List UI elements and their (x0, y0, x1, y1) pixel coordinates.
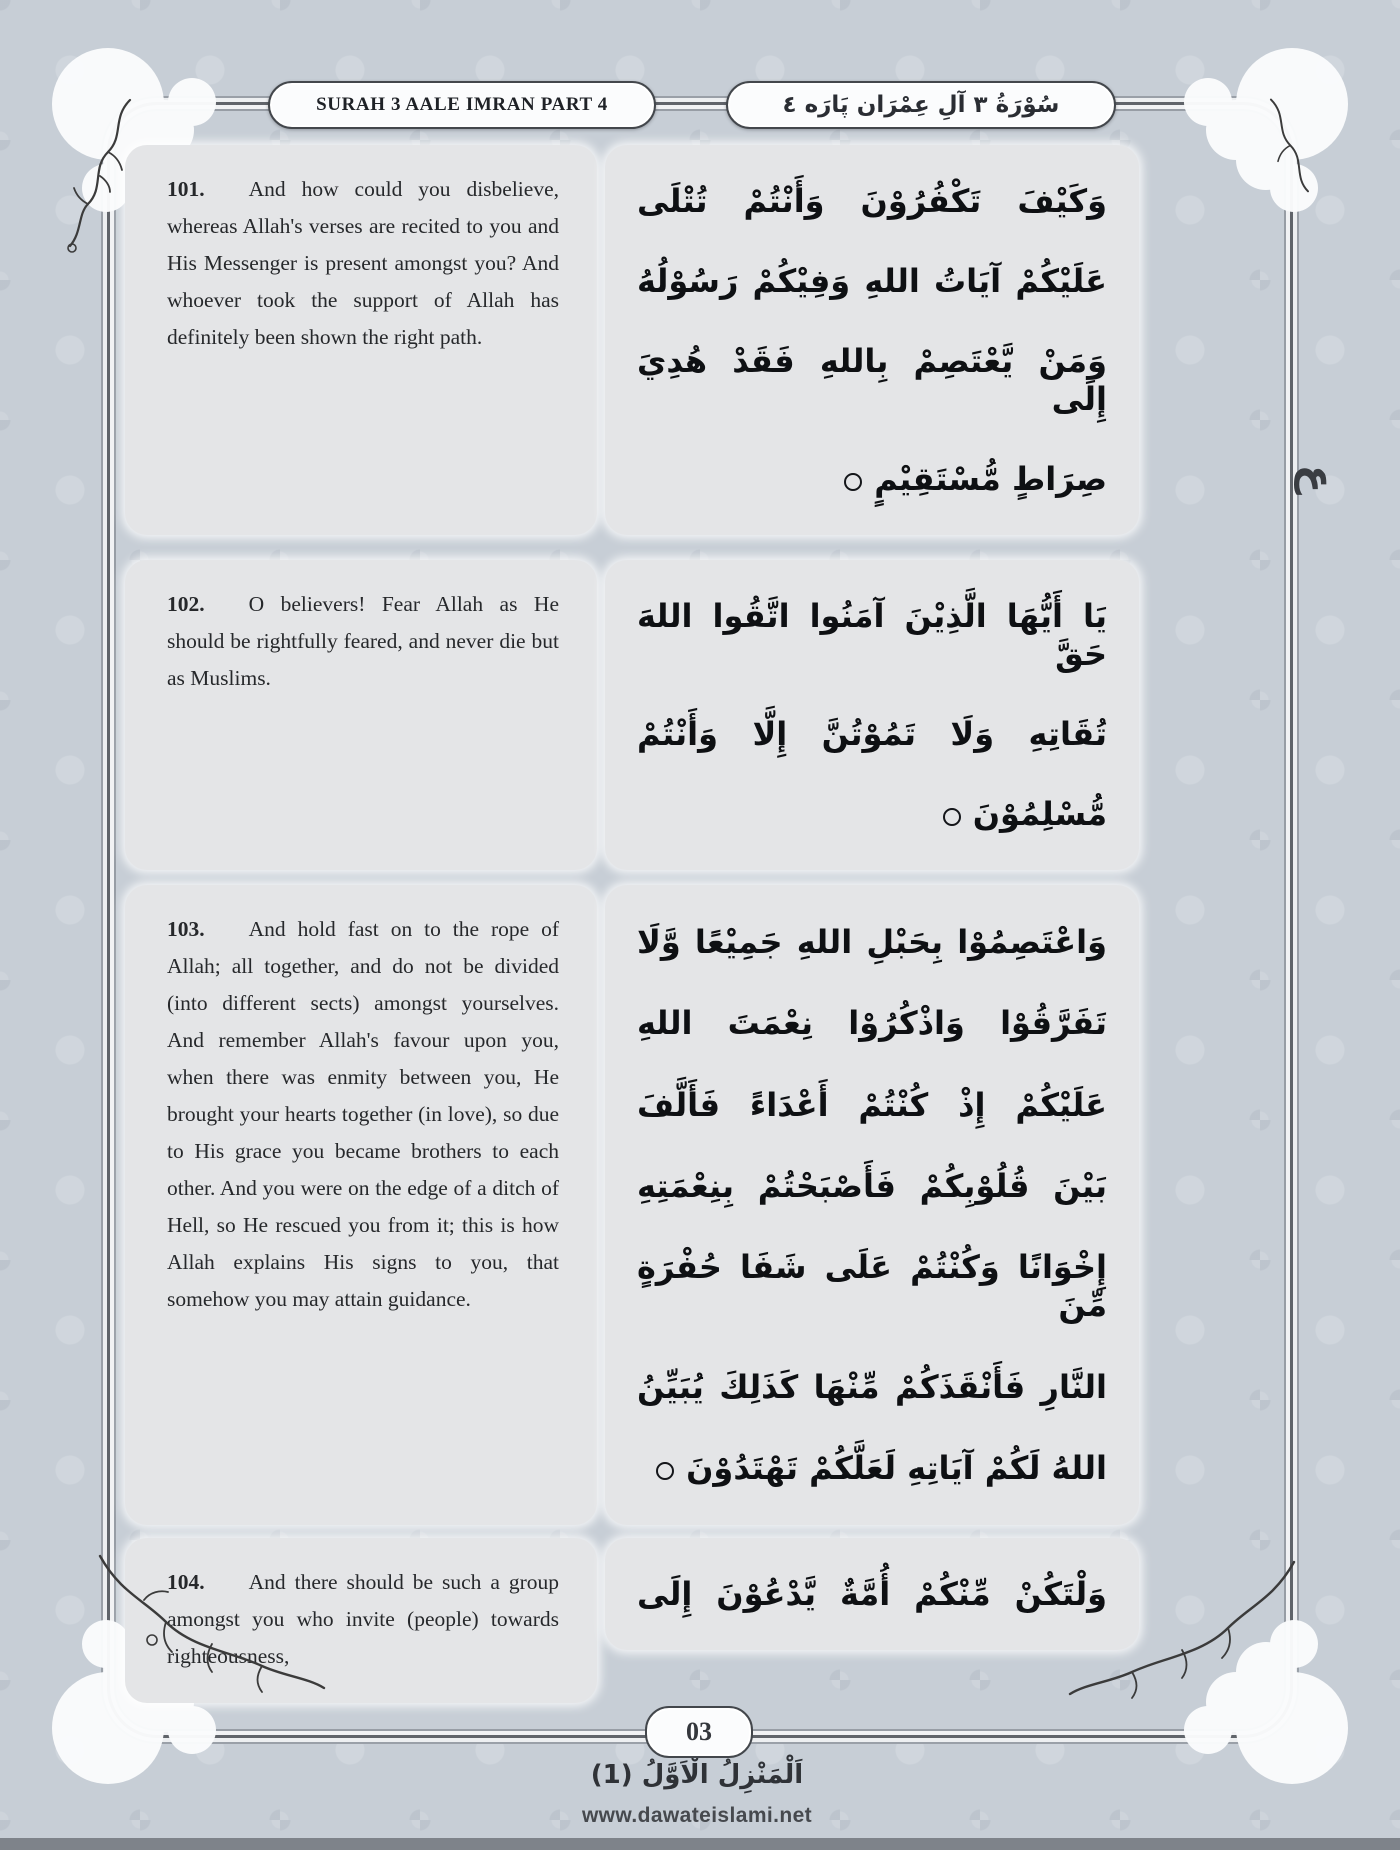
website-url: www.dawateislami.net (581, 1804, 813, 1827)
verse-102-translation-panel (125, 560, 597, 870)
arabic-verse-line: مُّسْلِمُوْنَ (637, 795, 1107, 833)
arabic-verse-line: تُقَاتِهِ وَلَا تَمُوْتُنَّ إِلَّا وَأَنْتُمْ (637, 715, 1107, 753)
verse-101-translation-text: 101. And how could you disbelieve, whereas Allah's verses are recited to you and His Messenger is present amongst you? And whoever took the support of Allah has definitely been shown the right path. (167, 177, 559, 349)
manzil-label: اَلْمَنْزِلُ الْاَوَّلُ (1) (590, 1760, 804, 1790)
surah-title-banner-english (268, 81, 656, 129)
ayah-end-mark (656, 1462, 674, 1480)
arabic-verse-line: وَكَيْفَ تَكْفُرُوْنَ وَأَنْتُمْ تُتْلَى (637, 182, 1107, 220)
branch-flourish-bottom-right (1062, 1554, 1302, 1704)
arabic-verse-line: صِرَاطٍ مُّسْتَقِيْمٍ (637, 460, 1107, 498)
branch-flourish-top-right (1248, 96, 1338, 246)
verse-103-number: 103. (167, 917, 205, 941)
verse-104-number: 104. (167, 1570, 205, 1594)
verse-103-translation-text: 103. And hold fast on to the rope of Allah; all together, and do not be divided (into different sects) amongst yourselves. And remember Allah's favour upon you, when there was enmity between you, He brought your hearts together (in love), so due to His grace you became brothers to each other. And you were on the edge of a ditch of Hell, so He rescued you from it; this is how Allah explains His signs to you, that somehow you may attain guidance. (167, 917, 559, 1311)
page-edge-strip (0, 1838, 1400, 1850)
ayah-end-mark (943, 808, 961, 826)
arabic-verse-line: عَلَيْكُمْ آيَاتُ اللهِ وَفِيْكُمْ رَسُوْلُهُ (637, 262, 1107, 300)
branch-flourish-top-left (60, 96, 150, 266)
page-number: 03 (686, 1717, 712, 1746)
surah-title-english: SURAH 3 AALE IMRAN PART 4 (316, 94, 608, 115)
verse-102-number: 102. (167, 592, 205, 616)
surah-title-banner-arabic (726, 81, 1116, 129)
arabic-verse-line: تَفَرَّقُوْا وَاذْكُرُوْا نِعْمَتَ اللهِ (637, 1004, 1107, 1043)
ruku-margin-marker: ع (1293, 464, 1343, 494)
verse-104-translation-text: 104. And there should be such a group amongst you who invite (people) towards righteousness, (167, 1570, 559, 1668)
arabic-verse-line: وَمَنْ يَّعْتَصِمْ بِاللهِ فَقَدْ هُدِيَ إِلَى (637, 342, 1107, 418)
surah-title-arabic: سُوْرَةُ ٣ آلِ عِمْرَان پَارَه ٤ (782, 92, 1060, 118)
arabic-verse-line: النَّارِ فَأَنْقَذَكُمْ مِّنْهَا كَذَلِكَ يُبَيِّنُ (637, 1367, 1107, 1406)
verse-101-arabic-panel (605, 145, 1139, 535)
arabic-verse-line: وَلْتَكُنْ مِّنْكُمْ أُمَّةٌ يَّدْعُوْنَ إِلَى (637, 1575, 1107, 1613)
verse-101-translation-panel (125, 145, 597, 535)
arabic-verse-line: عَلَيْكُمْ إِذْ كُنْتُمْ أَعْدَاءً فَأَلَّفَ (637, 1085, 1107, 1124)
verse-103-arabic-panel (605, 885, 1139, 1525)
verse-104-arabic-panel (605, 1538, 1139, 1650)
page-number-badge (645, 1706, 753, 1758)
arabic-verse-line: بَيْنَ قُلُوْبِكُمْ فَأَصْبَحْتُمْ بِنِعْمَتِهِ (637, 1166, 1107, 1205)
verse-103-translation-panel (125, 885, 597, 1525)
verse-101-number: 101. (167, 177, 205, 201)
branch-flourish-bottom-left (92, 1548, 332, 1698)
arabic-verse-line: يَا أَيُّهَا الَّذِيْنَ آمَنُوا اتَّقُوا اللهَ حَقَّ (637, 597, 1107, 673)
verse-102-translation-text: 102. O believers! Fear Allah as He should be rightfully feared, and never die but as Muslims. (167, 592, 559, 690)
arabic-verse-line: وَاعْتَصِمُوْا بِحَبْلِ اللهِ جَمِيْعًا وَّلَا (637, 922, 1107, 961)
arabic-verse-line: اللهُ لَكُمْ آيَاتِهِ لَعَلَّكُمْ تَهْتَدُوْنَ (637, 1449, 1107, 1487)
ayah-end-mark (844, 473, 862, 491)
verse-102-arabic-panel (605, 560, 1139, 870)
arabic-verse-line: إِخْوَانًا وَكُنْتُمْ عَلَى شَفَا حُفْرَةٍ مِّنَ (637, 1248, 1107, 1325)
